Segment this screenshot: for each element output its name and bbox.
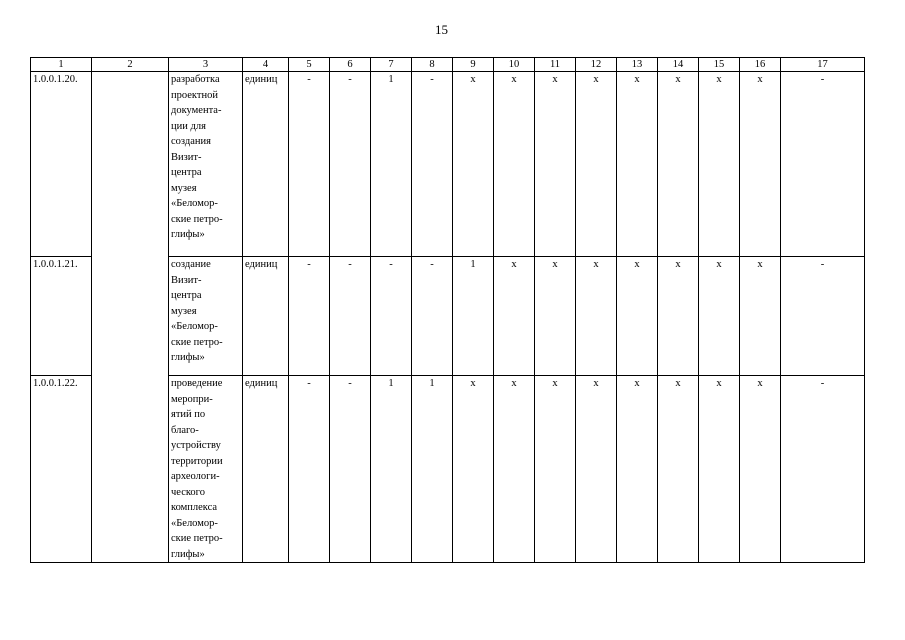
- value-cell: 1: [453, 257, 494, 376]
- row-name-line: глифы»: [171, 352, 205, 363]
- row-name-line: устройству: [171, 440, 221, 451]
- row-name-line: комплекса: [171, 502, 218, 513]
- table-row: [31, 72, 865, 257]
- value-cell: 1: [371, 72, 412, 257]
- value-cell: x: [617, 72, 658, 257]
- row-name-line: ческого: [171, 486, 205, 498]
- column-header: 13: [617, 58, 658, 72]
- row-name-line: центра: [171, 167, 202, 178]
- row-name-line: «Беломор-: [171, 198, 218, 209]
- value-cell: -: [781, 257, 865, 376]
- row-name-line: ции для: [171, 120, 206, 132]
- row-name-line: «Беломор-: [171, 321, 218, 332]
- row-name-line: музея: [171, 182, 197, 194]
- row-name-line: музея: [171, 305, 197, 317]
- row-name-line: создание: [171, 259, 211, 270]
- column-header: 17: [781, 58, 865, 72]
- row-code: 1.0.0.1.21.: [31, 257, 92, 376]
- data-table: [30, 57, 865, 563]
- value-cell: -: [781, 72, 865, 257]
- column-header: 16: [740, 58, 781, 72]
- column-header: 15: [699, 58, 740, 72]
- row-name-line: «Беломор-: [171, 517, 218, 529]
- value-cell: x: [740, 257, 781, 376]
- value-cell: x: [494, 376, 535, 563]
- row-name: [169, 257, 243, 376]
- row-name-line: благо-: [171, 424, 199, 436]
- row-name-line: проведение: [171, 378, 223, 389]
- row-code: 1.0.0.1.22.: [31, 376, 92, 563]
- row-name-line: центра: [171, 290, 202, 301]
- column-header: 4: [243, 58, 289, 72]
- value-cell: 1: [412, 376, 453, 563]
- value-cell: -: [781, 376, 865, 563]
- value-cell: -: [330, 376, 371, 563]
- row-name-line: территории: [171, 455, 223, 467]
- value-cell: -: [330, 257, 371, 376]
- row-name-line: археологи-: [171, 471, 220, 482]
- row-name-line: документа-: [171, 105, 222, 116]
- row-name: [169, 376, 243, 563]
- row-unit: единиц: [243, 257, 289, 376]
- column-header: 3: [169, 58, 243, 72]
- value-cell: x: [658, 257, 699, 376]
- value-cell: -: [330, 72, 371, 257]
- value-cell: x: [699, 376, 740, 563]
- value-cell: 1: [371, 376, 412, 563]
- value-cell: x: [453, 72, 494, 257]
- value-cell: x: [535, 257, 576, 376]
- row-name-line: меропри-: [171, 393, 213, 405]
- value-cell: x: [658, 72, 699, 257]
- value-cell: x: [494, 72, 535, 257]
- row-name-line: ские петро-: [171, 336, 223, 348]
- row-name-line: глифы»: [171, 229, 205, 240]
- value-cell: -: [289, 376, 330, 563]
- value-cell: x: [617, 376, 658, 563]
- value-cell: x: [617, 257, 658, 376]
- value-cell: x: [494, 257, 535, 376]
- column-header: 7: [371, 58, 412, 72]
- value-cell: x: [699, 257, 740, 376]
- value-cell: x: [658, 376, 699, 563]
- row-name-line: Визит-: [171, 151, 202, 163]
- row-name-line: разработка: [171, 74, 220, 85]
- column-header: 9: [453, 58, 494, 72]
- row-name-line: глифы»: [171, 548, 205, 560]
- row-name-line: создания: [171, 136, 211, 147]
- row-code: 1.0.0.1.20.: [31, 72, 92, 257]
- row-name-line: ские петро-: [171, 213, 223, 225]
- row-name-line: проектной: [171, 89, 218, 101]
- value-cell: -: [289, 257, 330, 376]
- column-header: 14: [658, 58, 699, 72]
- row-name-line: Визит-: [171, 274, 202, 286]
- value-cell: x: [699, 72, 740, 257]
- value-cell: x: [740, 72, 781, 257]
- column-header: 10: [494, 58, 535, 72]
- value-cell: x: [535, 72, 576, 257]
- value-cell: -: [412, 257, 453, 376]
- column-header: 8: [412, 58, 453, 72]
- column-number-row: [31, 58, 865, 72]
- row-unit: единиц: [243, 72, 289, 257]
- row-name: [169, 72, 243, 257]
- column-header: 6: [330, 58, 371, 72]
- column-header: 1: [31, 58, 92, 72]
- row-name-line: ские петро-: [171, 533, 223, 544]
- value-cell: -: [412, 72, 453, 257]
- value-cell: x: [535, 376, 576, 563]
- page-number: 15: [435, 22, 448, 37]
- column-header: 12: [576, 58, 617, 72]
- value-cell: x: [576, 72, 617, 257]
- value-cell: x: [576, 376, 617, 563]
- value-cell: x: [740, 376, 781, 563]
- value-cell: x: [453, 376, 494, 563]
- row-unit: единиц: [243, 376, 289, 563]
- column-header: 2: [92, 58, 169, 72]
- value-cell: -: [289, 72, 330, 257]
- value-cell: -: [371, 257, 412, 376]
- row-name-line: ятий по: [171, 409, 206, 420]
- column-header: 5: [289, 58, 330, 72]
- column-header: 11: [535, 58, 576, 72]
- merged-empty-cell: [92, 72, 169, 563]
- value-cell: x: [576, 257, 617, 376]
